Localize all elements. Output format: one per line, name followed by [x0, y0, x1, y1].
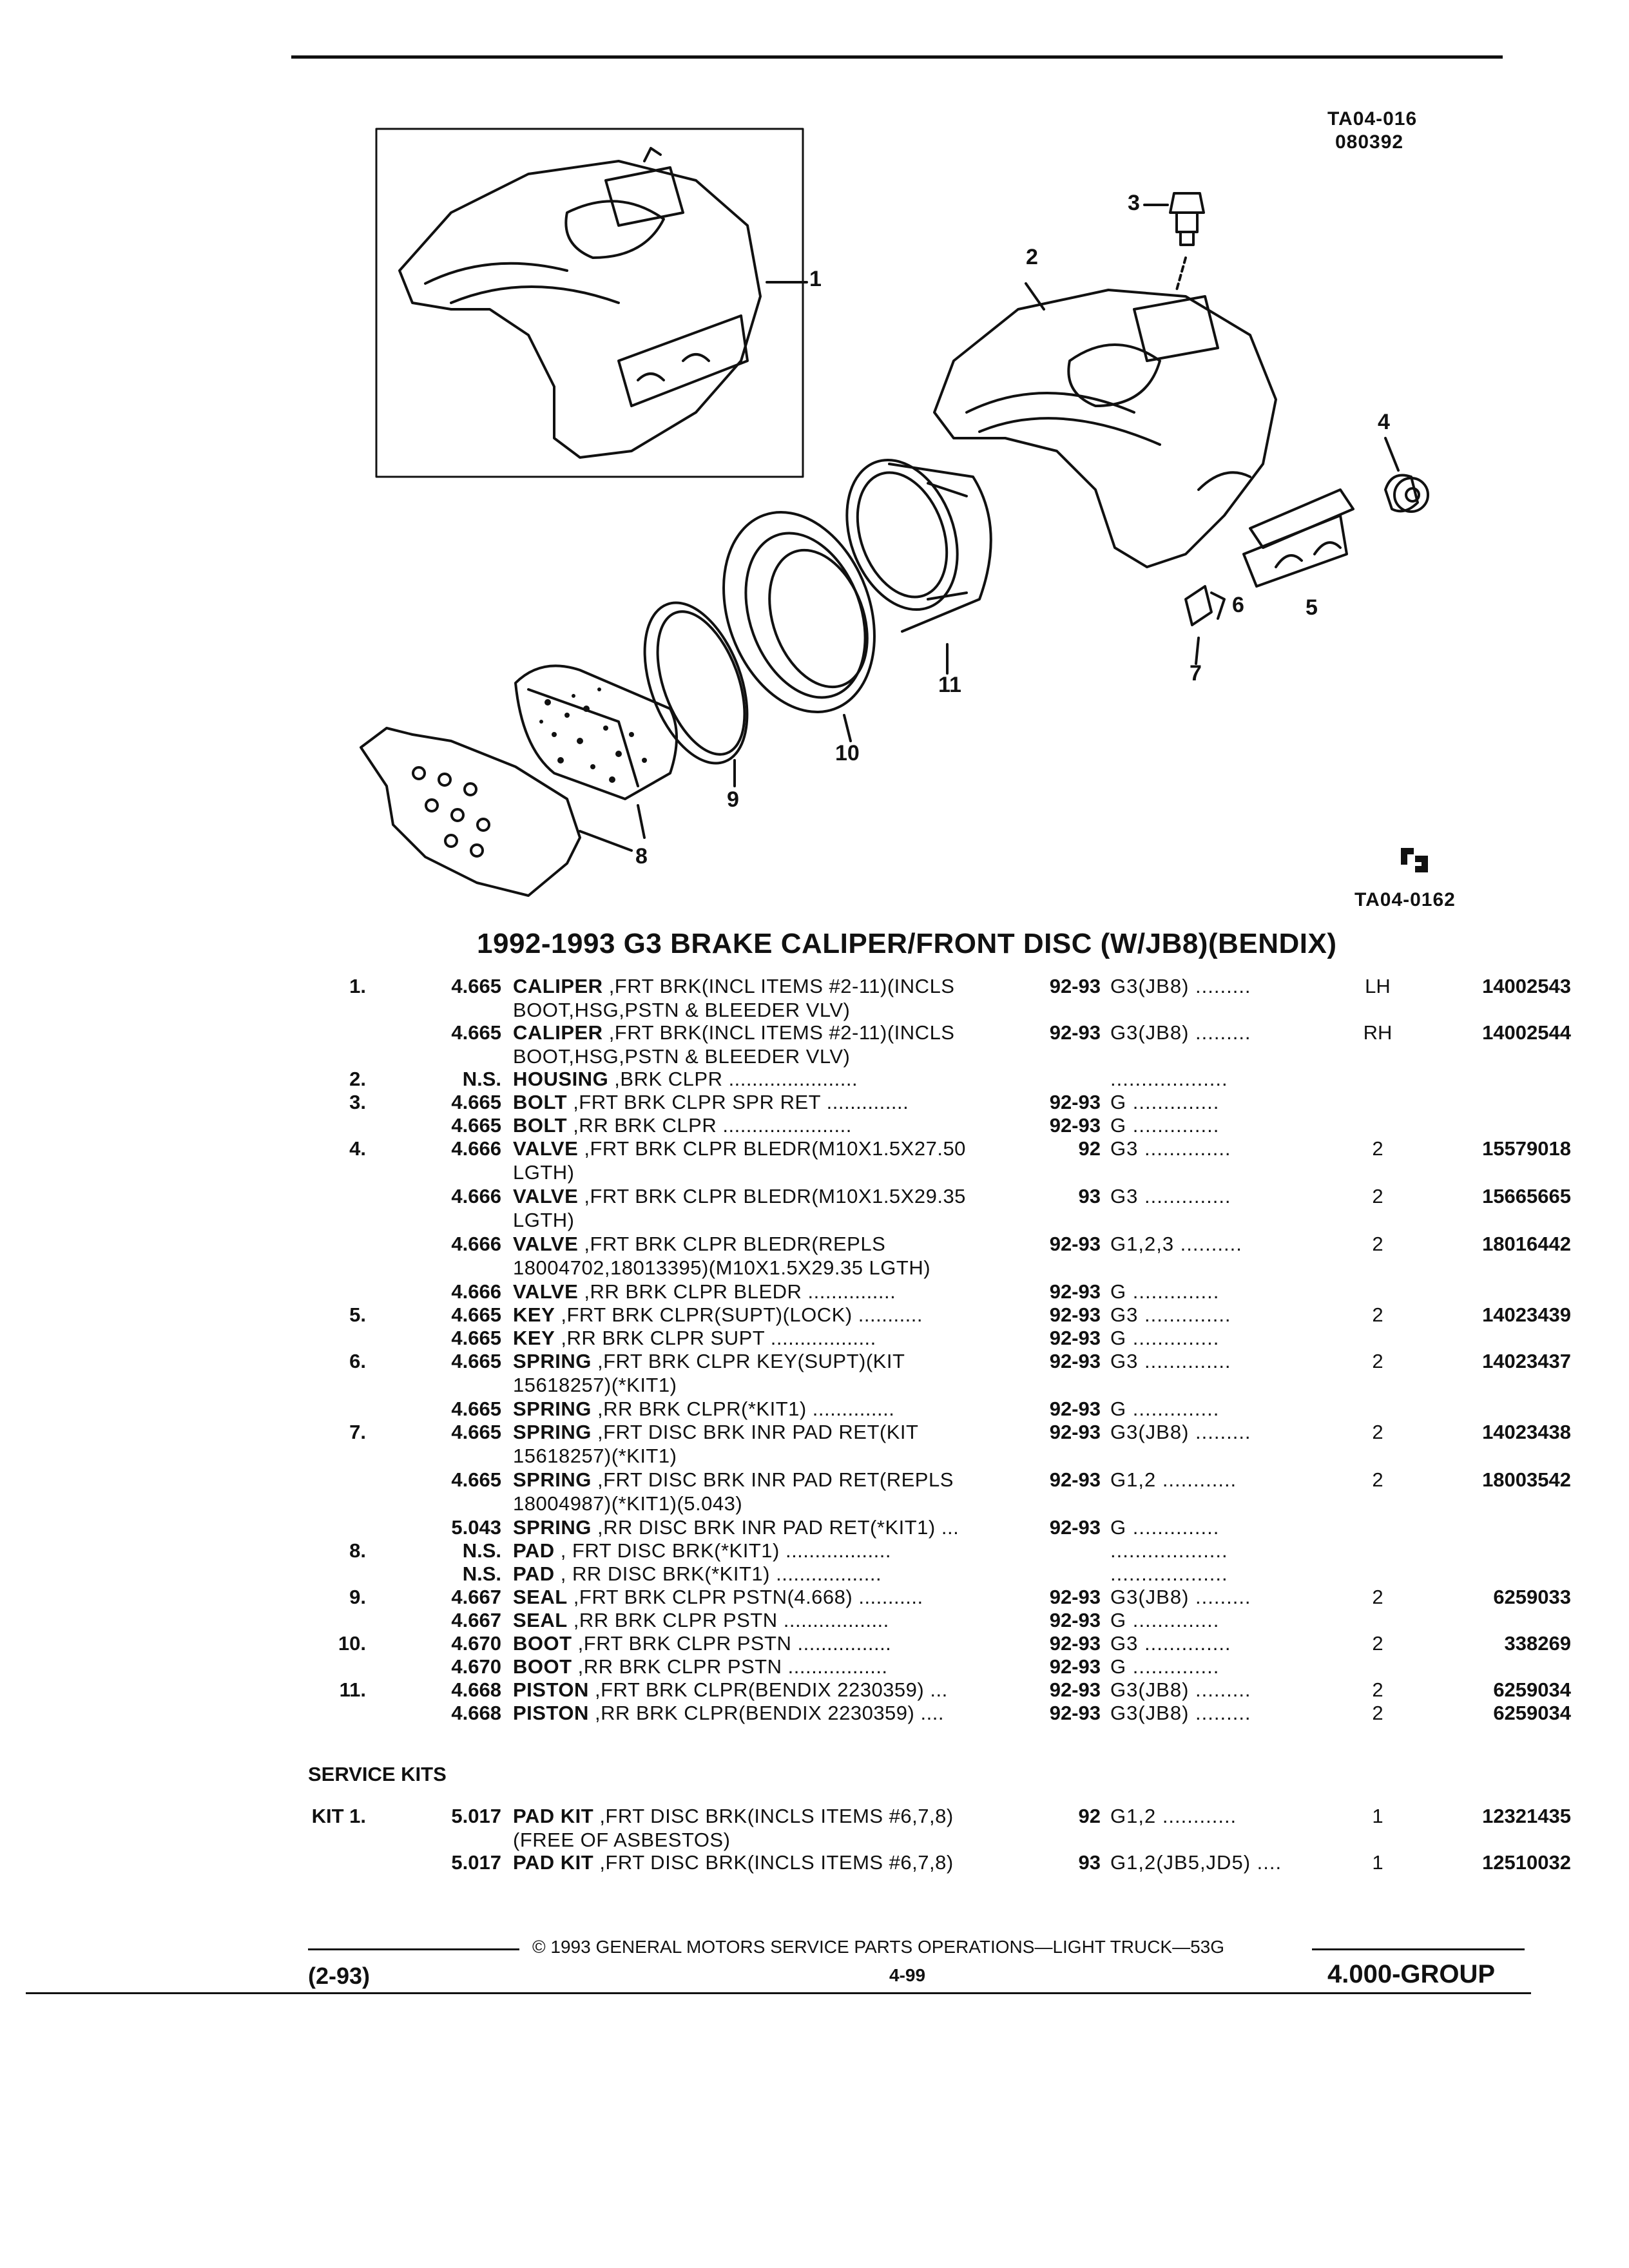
part-name: PISTON — [513, 1678, 589, 1701]
footer-date: (2-93) — [308, 1963, 371, 1989]
models: G1,2,3 .......... — [1110, 1233, 1242, 1255]
part-number: 6259034 — [1493, 1702, 1571, 1724]
group-number: 4.666 — [451, 1185, 501, 1207]
part-description — [513, 1349, 1041, 1397]
model-years: 92-93 — [1049, 1421, 1101, 1443]
callout-8: 8 — [635, 844, 648, 869]
group-number: 4.668 — [451, 1678, 501, 1701]
item-number: 9. — [349, 1586, 366, 1608]
part-number: 338269 — [1504, 1632, 1571, 1655]
quantity: 2 — [1372, 1702, 1383, 1724]
group-number: 4.000-GROUP — [1327, 1960, 1496, 1988]
part-number: 12510032 — [1482, 1851, 1571, 1874]
part-description — [513, 1468, 1041, 1515]
gm-logo-icon — [1398, 845, 1431, 875]
part-desc: ,FRT BRK CLPR(SUPT)(LOCK) ........... — [555, 1303, 923, 1326]
pad-lining-texture — [539, 687, 647, 783]
bolt-illustration — [1170, 193, 1204, 245]
model-years: 92-93 — [1049, 1114, 1101, 1137]
models: ................... — [1110, 1068, 1228, 1090]
bleeder-valve-illustration — [1385, 476, 1428, 512]
ref-code-2: TA04-0162 — [1354, 889, 1456, 910]
part-description — [513, 1608, 1041, 1632]
model-years: 92-93 — [1049, 1586, 1101, 1608]
item-number: 10. — [338, 1632, 366, 1655]
part-description — [513, 974, 1041, 1022]
model-years: 92-93 — [1049, 1021, 1101, 1044]
quantity: 2 — [1372, 1421, 1383, 1443]
part-name: CALIPER — [513, 975, 603, 997]
brake-pad-outer-illustration — [361, 728, 580, 896]
part-desc-cont: 18004702,18013395)(M10X1.5X29.35 LGTH) — [513, 1256, 931, 1279]
models: G .............. — [1110, 1327, 1220, 1349]
part-description — [513, 1326, 1041, 1350]
part-desc: ,FRT DISC BRK INR PAD RET(REPLS — [591, 1468, 954, 1491]
part-number: 15665665 — [1482, 1185, 1571, 1207]
group-number: 4.666 — [451, 1280, 501, 1303]
callout-9: 9 — [727, 787, 739, 812]
quantity: 2 — [1372, 1233, 1383, 1255]
part-desc: ,FRT BRK CLPR BLEDR(M10X1.5X27.50 — [578, 1137, 966, 1160]
ref-code: TA04-016 — [1327, 108, 1418, 130]
part-desc: ,RR DISC BRK INR PAD RET(*KIT1) ... — [591, 1516, 959, 1539]
part-desc-cont: BOOT,HSG,PSTN & BLEEDER VLV) — [513, 999, 851, 1021]
part-desc-cont: 18004987)(*KIT1)(5.043) — [513, 1492, 743, 1515]
part-number: 15579018 — [1482, 1137, 1571, 1160]
models: G3(JB8) ......... — [1110, 1586, 1251, 1608]
models: G3(JB8) ......... — [1110, 975, 1251, 997]
models: ................... — [1110, 1539, 1228, 1562]
quantity: LH — [1365, 975, 1391, 997]
quantity: 2 — [1372, 1350, 1383, 1372]
group-number: 4.667 — [451, 1609, 501, 1631]
models: G1,2 ............ — [1110, 1805, 1237, 1827]
models: G .............. — [1110, 1280, 1220, 1303]
group-number: 4.665 — [451, 1421, 501, 1443]
model-years: 92-93 — [1049, 1702, 1101, 1724]
part-desc: ,FRT BRK CLPR KEY(SUPT)(KIT — [591, 1350, 905, 1372]
part-description — [513, 1397, 1041, 1421]
part-name: VALVE — [513, 1233, 579, 1255]
part-description — [513, 1184, 1041, 1232]
part-description — [513, 1585, 1041, 1609]
model-years: 92-93 — [1049, 1516, 1101, 1539]
group-number: 4.667 — [451, 1586, 501, 1608]
model-years: 93 — [1078, 1185, 1101, 1207]
footer-rule-left — [308, 1948, 519, 1950]
pad-retainer-spring-illustration — [1186, 586, 1224, 625]
part-description — [513, 1515, 1041, 1539]
models: G1,2 ............ — [1110, 1468, 1237, 1491]
part-description — [513, 1303, 1041, 1327]
caliper-housing-illustration — [934, 290, 1276, 567]
model-years: 92-93 — [1049, 1468, 1101, 1491]
part-desc: ,FRT DISC BRK(INCLS ITEMS #6,7,8) — [593, 1805, 954, 1827]
part-desc: ,FRT BRK(INCL ITEMS #2-11)(INCLS — [602, 975, 955, 997]
item-number: 6. — [349, 1350, 366, 1372]
part-name: BOLT — [513, 1091, 568, 1113]
part-desc-cont: (FREE OF ASBESTOS) — [513, 1829, 731, 1851]
part-name: PAD — [513, 1539, 555, 1562]
model-years: 92-93 — [1049, 1233, 1101, 1255]
model-years: 92-93 — [1049, 1280, 1101, 1303]
bottom-rule — [26, 1992, 1531, 1994]
item-number: KIT 1. — [311, 1805, 366, 1827]
piston-boot-illustration — [697, 491, 901, 733]
part-row — [308, 974, 1571, 1022]
group-number: 4.665 — [451, 1468, 501, 1491]
group-number: 4.665 — [451, 1350, 501, 1372]
part-desc: ,BRK CLPR ...................... — [608, 1068, 858, 1090]
part-desc: ,FRT BRK CLPR PSTN ................ — [572, 1632, 892, 1655]
service-kits-heading: SERVICE KITS — [308, 1763, 447, 1785]
part-name: SEAL — [513, 1586, 568, 1608]
part-desc-cont: 15618257)(*KIT1) — [513, 1374, 677, 1396]
part-desc: ,RR BRK CLPR(BENDIX 2230359) .... — [588, 1702, 944, 1724]
part-row — [308, 1232, 1571, 1280]
item-number: 1. — [349, 975, 366, 997]
item-number: 5. — [349, 1303, 366, 1326]
group-number: 4.665 — [451, 1327, 501, 1349]
models: G3 .............. — [1110, 1185, 1231, 1207]
page-title: 1992-1993 G3 BRAKE CALIPER/FRONT DISC (W/JB8)(BENDIX) — [477, 928, 1337, 959]
group-number: 4.665 — [451, 1091, 501, 1113]
part-desc: ,RR BRK CLPR PSTN .................. — [567, 1609, 889, 1631]
quantity: 1 — [1372, 1851, 1383, 1874]
models: G3(JB8) ......... — [1110, 1021, 1251, 1044]
part-name: PAD KIT — [513, 1851, 594, 1874]
models: G3(JB8) ......... — [1110, 1421, 1251, 1443]
model-years: 92-93 — [1049, 975, 1101, 997]
part-number: 14023438 — [1482, 1421, 1571, 1443]
part-number: 14023439 — [1482, 1303, 1571, 1326]
part-description — [513, 1701, 1041, 1725]
item-number: 11. — [339, 1678, 366, 1701]
assembled-caliper-illustration — [400, 148, 760, 457]
group-number: 4.670 — [451, 1655, 501, 1678]
brake-pad-inner-illustration — [516, 666, 677, 799]
footer-rule-right — [1312, 1948, 1525, 1950]
part-row — [308, 1420, 1571, 1468]
item-number: 4. — [349, 1137, 366, 1160]
page-number: 4-99 — [889, 1965, 926, 1985]
model-years: 92-93 — [1049, 1398, 1101, 1420]
kit-row — [308, 1850, 1571, 1898]
part-name: SPRING — [513, 1398, 592, 1420]
kit-row — [308, 1804, 1571, 1852]
part-description — [513, 1539, 1041, 1562]
callout-5: 5 — [1306, 595, 1318, 620]
model-years: 92 — [1078, 1805, 1101, 1827]
models: G3 .............. — [1110, 1137, 1231, 1160]
part-desc: ,FRT BRK CLPR SPR RET .............. — [567, 1091, 909, 1113]
quantity: 2 — [1372, 1185, 1383, 1207]
part-description — [513, 1137, 1041, 1184]
part-number: 14023437 — [1482, 1350, 1571, 1372]
part-desc: ,RR BRK CLPR(*KIT1) .............. — [591, 1398, 895, 1420]
part-name: KEY — [513, 1303, 555, 1326]
quantity: 2 — [1372, 1303, 1383, 1326]
part-name: VALVE — [513, 1185, 579, 1207]
model-years: 92-93 — [1049, 1655, 1101, 1678]
models: G3(JB8) ......... — [1110, 1702, 1251, 1724]
part-desc: ,FRT DISC BRK(INCLS ITEMS #6,7,8) — [593, 1851, 954, 1874]
assembled-caliper-inset — [376, 129, 803, 477]
part-number: 18016442 — [1482, 1233, 1571, 1255]
part-name: KEY — [513, 1327, 555, 1349]
group-number: 4.665 — [451, 1114, 501, 1137]
part-name: HOUSING — [513, 1068, 609, 1090]
quantity: 2 — [1372, 1468, 1383, 1491]
models: G3(JB8) ......... — [1110, 1678, 1251, 1701]
group-number: 4.665 — [451, 1398, 501, 1420]
part-description — [513, 1850, 1041, 1874]
part-desc: , FRT DISC BRK(*KIT1) .................. — [554, 1539, 891, 1562]
model-years: 92-93 — [1049, 1678, 1101, 1701]
part-description — [513, 1678, 1041, 1702]
part-row — [308, 1021, 1571, 1068]
group-number: 4.666 — [451, 1233, 501, 1255]
group-number: 4.665 — [451, 1021, 501, 1044]
group-number: 4.670 — [451, 1632, 501, 1655]
models: ................... — [1110, 1562, 1228, 1585]
group-number: 5.017 — [451, 1851, 501, 1874]
models: G .............. — [1110, 1609, 1220, 1631]
part-description — [513, 1420, 1041, 1468]
quantity: 2 — [1372, 1586, 1383, 1608]
models: G .............. — [1110, 1091, 1220, 1113]
part-description — [513, 1067, 1041, 1091]
item-number: 8. — [349, 1539, 366, 1562]
model-years: 92-93 — [1049, 1632, 1101, 1655]
part-name: SPRING — [513, 1516, 592, 1539]
part-description — [513, 1562, 1041, 1586]
piston-illustration — [827, 445, 991, 631]
group-number: 5.017 — [451, 1805, 501, 1827]
model-years: 92-93 — [1049, 1303, 1101, 1326]
part-description — [513, 1804, 1041, 1852]
callout-3: 3 — [1128, 191, 1140, 215]
part-desc-cont: 15618257)(*KIT1) — [513, 1445, 677, 1467]
callout-1: 1 — [809, 267, 822, 291]
part-description — [513, 1232, 1041, 1280]
group-number: 4.666 — [451, 1137, 501, 1160]
part-desc: ,FRT BRK CLPR BLEDR(REPLS — [578, 1233, 886, 1255]
item-number: 7. — [349, 1421, 366, 1443]
part-name: PISTON — [513, 1702, 589, 1724]
part-desc: ,FRT BRK CLPR(BENDIX 2230359) ... — [588, 1678, 948, 1701]
part-desc: ,RR BRK CLPR SUPT .................. — [555, 1327, 876, 1349]
quantity: 2 — [1372, 1678, 1383, 1701]
part-desc: ,FRT BRK(INCL ITEMS #2-11)(INCLS — [602, 1021, 955, 1044]
part-number: 14002544 — [1482, 1021, 1571, 1044]
item-number: 3. — [349, 1091, 366, 1113]
models: G .............. — [1110, 1516, 1220, 1539]
part-name: BOOT — [513, 1655, 572, 1678]
models: G3 .............. — [1110, 1632, 1231, 1655]
group-number: N.S. — [462, 1539, 501, 1562]
part-row — [308, 1349, 1571, 1397]
callout-6: 6 — [1232, 593, 1244, 617]
ref-date: 080392 — [1335, 131, 1404, 153]
part-desc: ,RR BRK CLPR PSTN ................. — [572, 1655, 888, 1678]
part-desc: ,FRT BRK CLPR PSTN(4.668) ........... — [567, 1586, 923, 1608]
part-row — [308, 1701, 1571, 1749]
model-years: 92-93 — [1049, 1609, 1101, 1631]
group-number: 4.665 — [451, 1303, 501, 1326]
part-number: 12321435 — [1482, 1805, 1571, 1827]
part-name: SEAL — [513, 1609, 568, 1631]
part-description — [513, 1113, 1041, 1137]
part-description — [513, 1021, 1041, 1068]
models: G1,2(JB5,JD5) .... — [1110, 1851, 1282, 1874]
part-description — [513, 1631, 1041, 1655]
piston-seal-illustration — [625, 589, 767, 777]
part-number: 18003542 — [1482, 1468, 1571, 1491]
group-number: N.S. — [462, 1562, 501, 1585]
part-description — [513, 1280, 1041, 1303]
part-desc-cont: LGTH) — [513, 1161, 575, 1184]
model-years: 92-93 — [1049, 1327, 1101, 1349]
part-name: PAD KIT — [513, 1805, 594, 1827]
part-number: 6259034 — [1493, 1678, 1571, 1701]
model-years: 92-93 — [1049, 1091, 1101, 1113]
model-years: 92-93 — [1049, 1350, 1101, 1372]
models: G .............. — [1110, 1114, 1220, 1137]
group-number: N.S. — [462, 1068, 501, 1090]
quantity: 2 — [1372, 1632, 1383, 1655]
support-key-illustration — [1244, 490, 1353, 586]
part-desc: ,FRT BRK CLPR BLEDR(M10X1.5X29.35 — [578, 1185, 966, 1207]
callout-4: 4 — [1378, 410, 1390, 434]
part-name: CALIPER — [513, 1021, 603, 1044]
item-number: 2. — [349, 1068, 366, 1090]
models: G .............. — [1110, 1398, 1220, 1420]
part-name: SPRING — [513, 1350, 592, 1372]
part-name: VALVE — [513, 1137, 579, 1160]
part-desc: ,RR BRK CLPR BLEDR ............... — [578, 1280, 896, 1303]
part-desc: , RR DISC BRK(*KIT1) .................. — [554, 1562, 882, 1585]
callout-10: 10 — [835, 741, 860, 765]
models: G3 .............. — [1110, 1303, 1231, 1326]
part-description — [513, 1655, 1041, 1678]
part-desc: ,FRT DISC BRK INR PAD RET(KIT — [591, 1421, 919, 1443]
part-row — [308, 1184, 1571, 1232]
callout-11: 11 — [938, 673, 961, 697]
copyright-text: © 1993 GENERAL MOTORS SERVICE PARTS OPERATIONS—LIGHT TRUCK—53G — [532, 1937, 1225, 1957]
model-years: 93 — [1078, 1851, 1101, 1874]
callout-7: 7 — [1190, 661, 1202, 686]
part-number: 6259033 — [1493, 1586, 1571, 1608]
part-name: BOLT — [513, 1114, 568, 1137]
part-row — [308, 1468, 1571, 1515]
part-description — [513, 1090, 1041, 1114]
quantity: RH — [1363, 1021, 1393, 1044]
part-number: 14002543 — [1482, 975, 1571, 997]
part-name: SPRING — [513, 1421, 592, 1443]
group-number: 4.668 — [451, 1702, 501, 1724]
quantity: 2 — [1372, 1137, 1383, 1160]
part-name: VALVE — [513, 1280, 579, 1303]
models: G3 .............. — [1110, 1350, 1231, 1372]
group-number: 5.043 — [451, 1516, 501, 1539]
model-years: 92 — [1078, 1137, 1101, 1160]
part-name: BOOT — [513, 1632, 572, 1655]
part-desc-cont: BOOT,HSG,PSTN & BLEEDER VLV) — [513, 1045, 851, 1068]
quantity: 1 — [1372, 1805, 1383, 1827]
models: G .............. — [1110, 1655, 1220, 1678]
part-name: SPRING — [513, 1468, 592, 1491]
brake-caliper-diagram — [0, 0, 1629, 915]
part-row — [308, 1137, 1571, 1184]
part-name: PAD — [513, 1562, 555, 1585]
callout-2: 2 — [1026, 245, 1038, 269]
group-number: 4.665 — [451, 975, 501, 997]
part-desc-cont: LGTH) — [513, 1209, 575, 1231]
part-desc: ,RR BRK CLPR ...................... — [567, 1114, 852, 1137]
